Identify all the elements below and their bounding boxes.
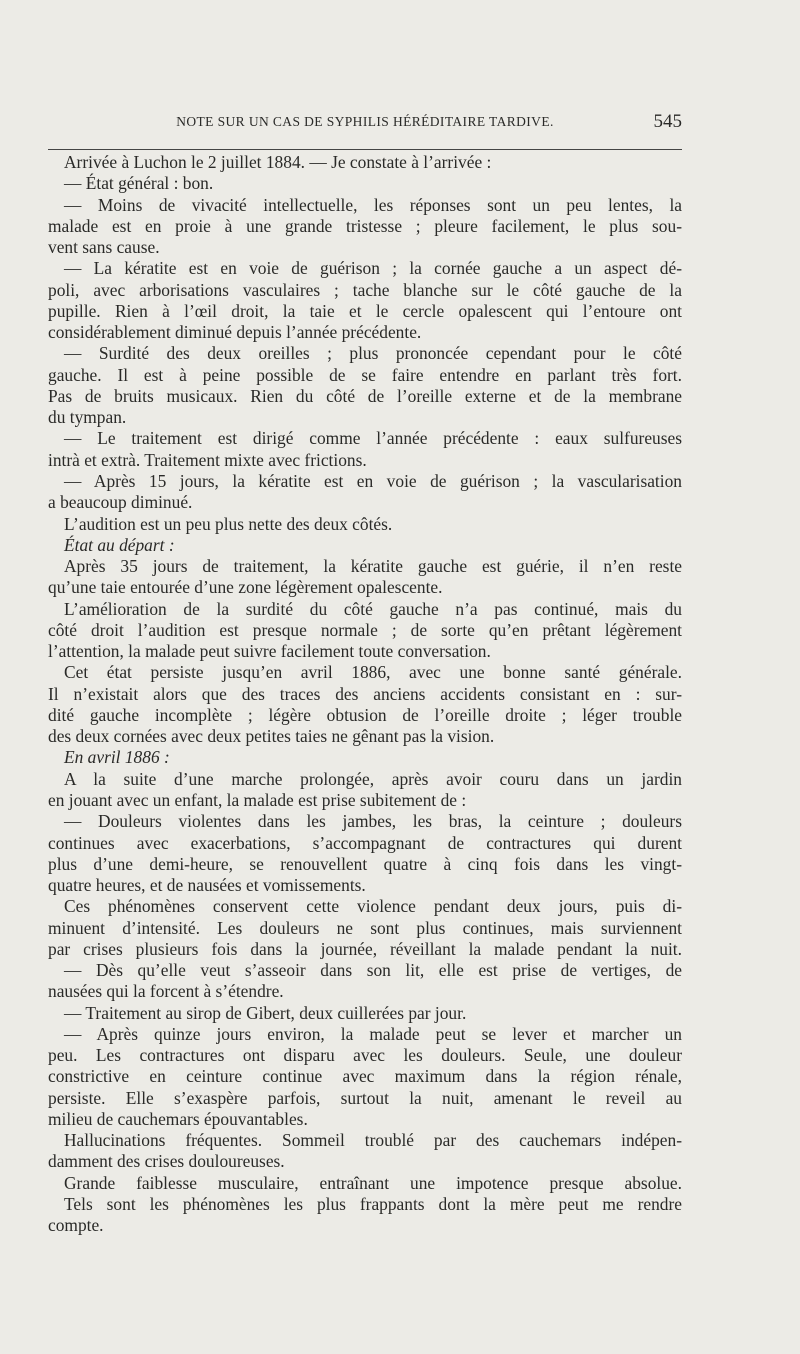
- text-line: Arrivée à Luchon le 2 juillet 1884. — Je constate à l’arrivée :: [64, 152, 492, 172]
- text-line: Tels sont les phénomènes les plus frappants dont la mère peut me rendre: [64, 1194, 682, 1215]
- text-line: plus d’une demi-heure, se renouvellent quatre à cinq fois dans les vingt-: [48, 853, 682, 874]
- text-line: intrà et extrà. Traitement mixte avec frictions.: [48, 449, 367, 470]
- text-line: pupille. Rien à l’œil droit, la taie et le cercle opalescent qui l’entoure ont: [48, 300, 682, 321]
- text-line: Ces phénomènes conservent cette violence pendant deux jours, puis di-: [64, 896, 682, 917]
- text-line: nausées qui la forcent à s’étendre.: [48, 981, 284, 1002]
- text-line: côté droit l’audition est presque normale ; de sorte qu’en prêtant légèrement: [48, 619, 682, 640]
- text-line: État au départ :: [64, 534, 175, 555]
- text-line: L’amélioration de la surdité du côté gauche n’a pas continué, mais du: [64, 598, 682, 619]
- text-line: par crises plusieurs fois dans la journée, réveillant la malade pendant la nuit.: [48, 938, 682, 959]
- text-line: en jouant avec un enfant, la malade est prise subitement de :: [48, 789, 467, 810]
- text-line: quatre heures, et de nausées et vomissements.: [48, 875, 366, 896]
- text-line: — Le traitement est dirigé comme l’année précédente : eaux sulfureuses: [64, 428, 682, 449]
- text-line: — Douleurs violentes dans les jambes, les bras, la ceinture ; douleurs: [64, 811, 682, 832]
- text-line: dité gauche incomplète ; légère obtusion de l’oreille droite ; léger trouble: [48, 704, 682, 725]
- text-line: poli, avec arborisations vasculaires ; tache blanche sur le côté gauche de la: [48, 279, 682, 300]
- text-line: compte.: [48, 1215, 104, 1236]
- text-line: a beaucoup diminué.: [48, 492, 193, 513]
- text-line: minuent d’intensité. Les douleurs ne sont plus continues, mais surviennent: [48, 917, 682, 938]
- text-line: du tympan.: [48, 407, 127, 428]
- header-rule: [48, 149, 682, 150]
- text-line: — Après quinze jours environ, la malade peut se lever et marcher un: [64, 1023, 682, 1044]
- text-line: L’audition est un peu plus nette des deux côtés.: [64, 513, 393, 534]
- text-line: peu. Les contractures ont disparu avec les douleurs. Seule, une douleur: [48, 1045, 682, 1066]
- text-line: — La kératite est en voie de guérison ; la cornée gauche a un aspect dé-: [64, 258, 682, 279]
- page-number: 545: [653, 111, 682, 132]
- text-line: — Après 15 jours, la kératite est en voie de guérison ; la vascularisation: [64, 470, 682, 491]
- text-line: En avril 1886 :: [64, 747, 170, 768]
- body-text: [48, 152, 682, 1237]
- text-line: constrictive en ceinture continue avec maximum dans la région rénale,: [48, 1066, 682, 1087]
- text-line: Cet état persiste jusqu’en avril 1886, avec une bonne santé générale.: [64, 662, 682, 683]
- text-line: damment des crises douloureuses.: [48, 1151, 285, 1172]
- text-line: vent sans cause.: [48, 237, 160, 258]
- text-line: qu’une taie entourée d’une zone légèrement opalescente.: [48, 577, 443, 598]
- text-line: malade est en proie à une grande tristesse ; pleure facilement, le plus sou-: [48, 215, 682, 236]
- text-line: Hallucinations fréquentes. Sommeil troublé par des cauchemars indépen-: [64, 1130, 682, 1151]
- text-line: continues avec exacerbations, s’accompagnant de contractures qui durent: [48, 832, 682, 853]
- text-line: — Traitement au sirop de Gibert, deux cuillerées par jour.: [64, 1002, 467, 1023]
- text-line: Grande faiblesse musculaire, entraînant une impotence presque absolue.: [64, 1172, 682, 1193]
- running-title: NOTE SUR UN CAS DE SYPHILIS HÉRÉDITAIRE TARDIVE.: [176, 114, 554, 129]
- text-line: Il n’existait alors que des traces des anciens accidents consistant en : sur-: [48, 683, 682, 704]
- text-line: milieu de cauchemars épouvantables.: [48, 1108, 308, 1129]
- text-line: Après 35 jours de traitement, la kératite gauche est guérie, il n’en reste: [64, 556, 682, 577]
- text-line: des deux cornées avec deux petites taies ne gênant pas la vision.: [48, 726, 495, 747]
- text-line: — Surdité des deux oreilles ; plus prononcée cependant pour le côté: [64, 343, 682, 364]
- text-line: — Dès qu’elle veut s’asseoir dans son lit, elle est prise de vertiges, de: [64, 960, 682, 981]
- text-line: A la suite d’une marche prolongée, après avoir couru dans un jardin: [64, 768, 682, 789]
- text-line: persiste. Elle s’exaspère parfois, surtout la nuit, amenant le reveil au: [48, 1087, 682, 1108]
- text-line: — Moins de vivacité intellectuelle, les réponses sont un peu lentes, la: [64, 194, 682, 215]
- text-line: l’attention, la malade peut suivre facilement toute conversation.: [48, 641, 491, 662]
- text-line: considérablement diminué depuis l’année précédente.: [48, 322, 422, 343]
- text-line: gauche. Il est à peine possible de se faire entendre en parlant très fort.: [48, 364, 682, 385]
- text-line: — État général : bon.: [64, 173, 214, 194]
- text-line: Pas de bruits musicaux. Rien du côté de l’oreille externe et de la membrane: [48, 385, 682, 406]
- page-header: [48, 111, 682, 138]
